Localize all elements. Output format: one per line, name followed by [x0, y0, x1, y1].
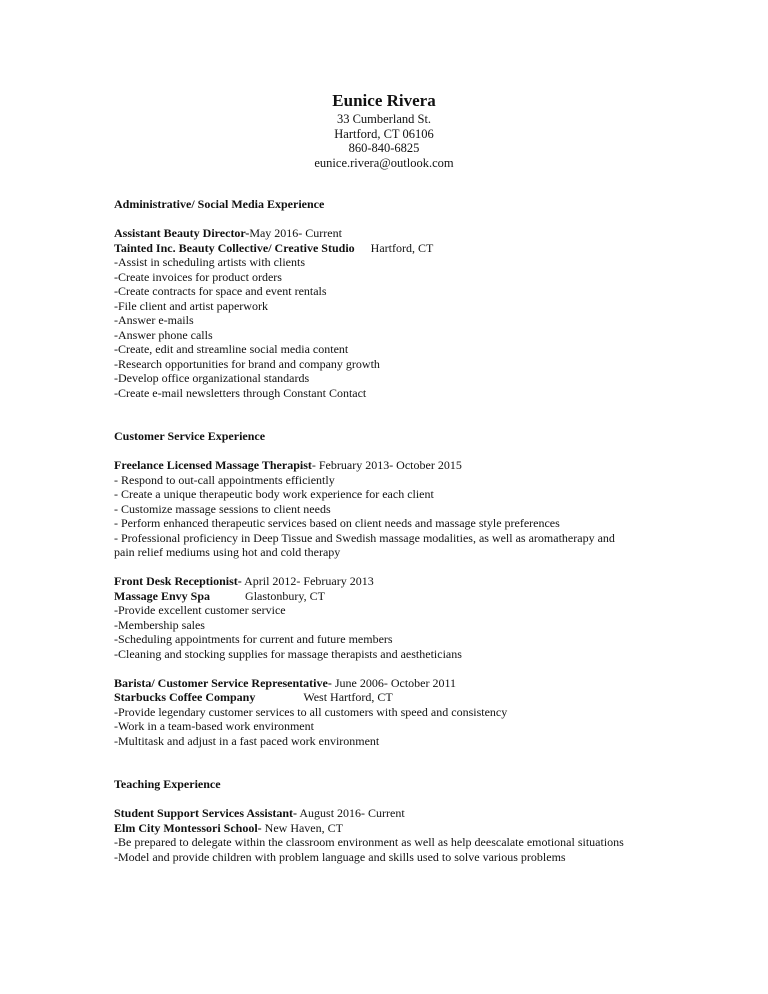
- list-item: -Research opportunities for brand and company growth: [114, 356, 380, 371]
- list-item: - Perform enhanced therapeutic services based on client needs and massage style preferences: [114, 516, 560, 530]
- phone-line: 860-840-6825: [348, 141, 420, 155]
- list-item: -Create e-mail newsletters through Constant Contact: [114, 385, 367, 400]
- job-role: Front Desk Receptionist-: [114, 574, 242, 588]
- list-item: -File client and artist paperwork: [114, 298, 268, 313]
- list-item: pain relief mediums using hot and cold therapy: [114, 545, 341, 559]
- list-item: - Respond to out-call appointments efficiently: [114, 472, 335, 487]
- employer-line: [114, 589, 674, 604]
- job-dates: April 2012- February 2013: [241, 574, 374, 588]
- section-title-customer-service: Customer Service Experience: [114, 429, 266, 443]
- list-item: - Professional proficiency in Deep Tissue and Swedish massage modalities, as well as aromatherapy and: [114, 530, 615, 545]
- list-item: -Model and provide children with problem language and skills used to solve various problems: [114, 849, 566, 864]
- job-title-line: [114, 676, 674, 691]
- list-item: -Be prepared to delegate within the classroom environment as well as help deescalate emotional situations: [114, 835, 624, 849]
- employer-location: Hartford, CT: [370, 240, 434, 255]
- employer-name: Massage Envy Spa: [114, 588, 211, 603]
- list-item: -Create invoices for product orders: [114, 269, 282, 284]
- job-role: Student Support Services Assistant-: [114, 806, 298, 820]
- job-role: Assistant Beauty Director-: [114, 226, 250, 240]
- employer-location: West Hartford, CT: [303, 690, 393, 704]
- employer-location: Glastonbury, CT: [245, 588, 325, 603]
- candidate-name: Eunice Rivera: [332, 91, 436, 110]
- list-item: -Answer e-mails: [114, 313, 194, 327]
- job-role: Barista/ Customer Service Representative-: [114, 675, 332, 690]
- employer-line: [114, 241, 674, 256]
- job-title-line: [114, 806, 674, 821]
- list-item: -Assist in scheduling artists with clients: [114, 255, 305, 269]
- job-role: Freelance Licensed Massage Therapist: [114, 458, 312, 472]
- email-line: eunice.rivera@outlook.com: [314, 155, 454, 170]
- job-dates: May 2016- Current: [249, 226, 342, 240]
- employer-name: Elm City Montessori School-: [114, 820, 262, 835]
- section-title-teaching: Teaching Experience: [114, 777, 221, 791]
- employer-line: [114, 821, 674, 836]
- list-item: -Answer phone calls: [114, 327, 213, 342]
- section-title-admin: Administrative/ Social Media Experience: [114, 197, 325, 211]
- job-dates: - February 2013- October 2015: [311, 458, 462, 472]
- resume-body: [114, 197, 674, 864]
- list-item: -Membership sales: [114, 617, 205, 632]
- job-title-line: [114, 458, 674, 473]
- address-line: 33 Cumberland St.: [336, 112, 432, 126]
- list-item: -Create contracts for space and event rentals: [114, 284, 327, 298]
- list-item: -Provide excellent customer service: [114, 603, 286, 617]
- list-item: -Cleaning and stocking supplies for massage therapists and aestheticians: [114, 646, 462, 661]
- list-item: -Work in a team-based work environment: [114, 719, 314, 733]
- employer-location: New Haven, CT: [261, 820, 343, 835]
- list-item: -Scheduling appointments for current and future members: [114, 632, 393, 646]
- employer-name: Starbucks Coffee Company: [114, 690, 256, 704]
- job-dates: June 2006- October 2011: [331, 675, 457, 690]
- list-item: - Customize massage sessions to client needs: [114, 501, 331, 516]
- city-line: Hartford, CT 06106: [334, 126, 434, 141]
- job-dates: August 2016- Current: [297, 806, 405, 820]
- list-item: - Create a unique therapeutic body work experience for each client: [114, 487, 434, 501]
- list-item: -Multitask and adjust in a fast paced work environment: [114, 733, 380, 748]
- list-item: -Create, edit and streamline social media content: [114, 342, 349, 356]
- resume-header: [0, 90, 768, 170]
- list-item: -Develop office organizational standards: [114, 371, 310, 385]
- job-title-line: [114, 574, 674, 589]
- employer-name: Tainted Inc. Beauty Collective/ Creative Studio: [114, 240, 355, 255]
- list-item: -Provide legendary customer services to all customers with speed and consistency: [114, 704, 508, 719]
- employer-line: [114, 690, 674, 705]
- job-title-line: [114, 226, 674, 241]
